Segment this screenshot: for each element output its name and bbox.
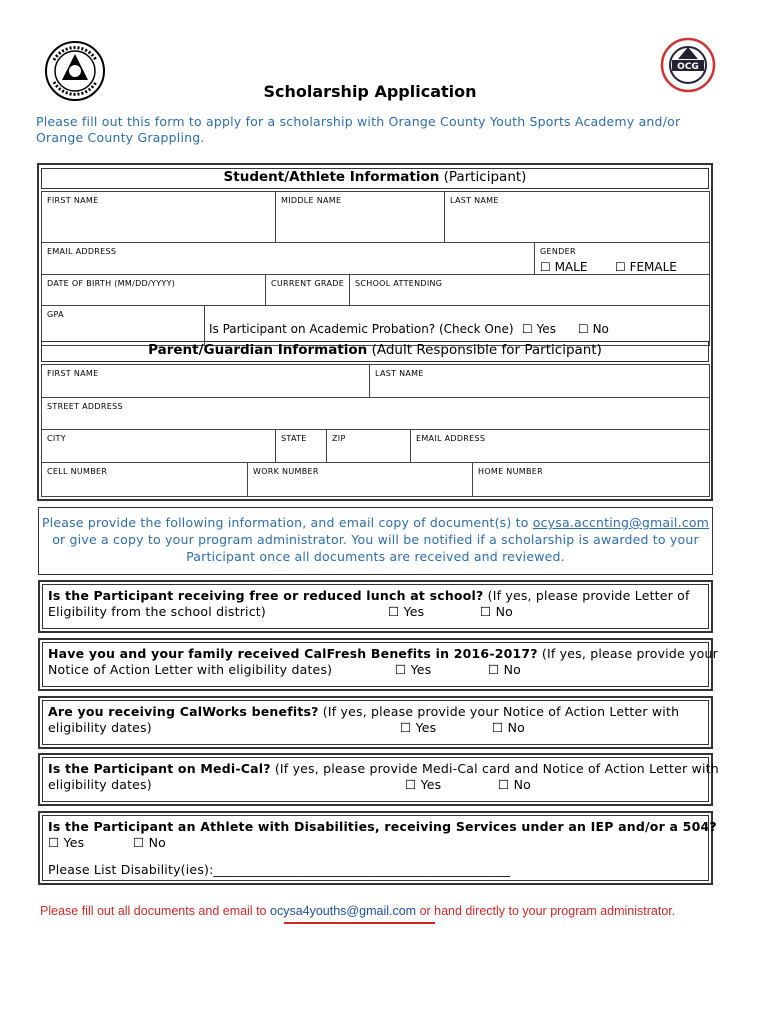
page-title: Scholarship Application bbox=[263, 82, 477, 101]
student-dob-field[interactable]: DATE OF BIRTH (MM/DD/YYYY) bbox=[42, 275, 266, 306]
parent-zip-field[interactable]: ZIP bbox=[327, 430, 411, 463]
calworks-no-checkbox[interactable]: ☐ No bbox=[492, 720, 525, 735]
disabilities-no-checkbox[interactable]: ☐ No bbox=[133, 835, 166, 850]
gender-male-checkbox[interactable]: ☐ MALE bbox=[540, 260, 588, 274]
student-first-name-field[interactable]: FIRST NAME bbox=[42, 192, 276, 243]
question-medi-cal: Is the Participant on Medi-Cal? (If yes, please provide Medi-Cal card and Notice of Action Letter with eligibility dates) ☐ Yes ☐ No bbox=[38, 753, 713, 806]
student-heading: Student/Athlete Information bbox=[223, 169, 440, 185]
student-email-field[interactable]: EMAIL ADDRESS bbox=[42, 243, 535, 275]
parent-heading-sub: (Adult Responsible for Participant) bbox=[367, 342, 602, 358]
probation-yes-checkbox[interactable]: ☐ Yes bbox=[522, 322, 556, 336]
student-fields bbox=[41, 191, 710, 346]
student-gpa-field[interactable]: GPA bbox=[42, 306, 205, 345]
footer-instructions: Please fill out all documents and email to ocysa4youths@gmail.com or hand directly to your program administrator. bbox=[40, 904, 676, 918]
parent-home-field[interactable]: HOME NUMBER bbox=[478, 467, 543, 476]
parent-fields bbox=[41, 364, 710, 497]
student-last-name-field[interactable]: LAST NAME bbox=[445, 192, 710, 243]
intro-text: Please fill out this form to apply for a scholarship with Orange County Youth Sports Academy and/or Orange County Grappling. bbox=[36, 114, 681, 145]
email-underline bbox=[284, 922, 435, 924]
parent-work-field[interactable]: WORK NUMBER bbox=[248, 463, 473, 496]
free-lunch-yes-checkbox[interactable]: ☐ Yes bbox=[388, 604, 425, 619]
parent-heading: Parent/Guardian Information bbox=[148, 342, 368, 358]
question-calfresh: Have you and your family received CalFresh Benefits in 2016-2017? (If yes, please provide your Notice of Action Letter with eligibility dates) ☐ Yes ☐ No bbox=[38, 638, 713, 691]
question-free-lunch: Is the Participant receiving free or reduced lunch at school? (If yes, please provide Letter of Eligibility from the school district) ☐ Yes ☐ No bbox=[38, 580, 713, 633]
calfresh-yes-checkbox[interactable]: ☐ Yes bbox=[395, 662, 432, 677]
parent-section-header bbox=[41, 341, 709, 362]
parent-city-field[interactable]: CITY bbox=[42, 430, 276, 463]
disabilities-yes-checkbox[interactable]: ☐ Yes bbox=[48, 835, 85, 850]
medi-cal-no-checkbox[interactable]: ☐ No bbox=[498, 777, 531, 792]
parent-last-name-field[interactable]: LAST NAME bbox=[370, 365, 710, 398]
parent-first-name-field[interactable]: FIRST NAME bbox=[42, 365, 370, 398]
probation-question bbox=[205, 306, 710, 345]
documents-notice: Please provide the following information, and email copy of document(s) to ocysa.accnting@gmail.com or give a copy to your program administrator. You will be notified if a scholarship is awarded to your Participant once all documents are received and reviewed. bbox=[38, 507, 713, 575]
parent-street-field[interactable]: STREET ADDRESS bbox=[42, 398, 710, 430]
ocg-logo-text: OCG bbox=[677, 62, 699, 72]
probation-no-checkbox[interactable]: ☐ No bbox=[578, 322, 609, 336]
gender-female-checkbox[interactable]: ☐ FEMALE bbox=[615, 260, 677, 274]
parent-cell-field[interactable]: CELL NUMBER bbox=[42, 463, 248, 496]
parent-email-field[interactable]: EMAIL ADDRESS bbox=[411, 430, 710, 463]
accounting-email-link[interactable]: ocysa.accnting@gmail.com bbox=[532, 515, 710, 530]
student-middle-name-field[interactable]: MIDDLE NAME bbox=[276, 192, 445, 243]
youths-email-link[interactable]: ocysa4youths@gmail.com bbox=[270, 904, 417, 918]
student-heading-sub: (Participant) bbox=[439, 169, 527, 185]
medi-cal-yes-checkbox[interactable]: ☐ Yes bbox=[405, 777, 442, 792]
calfresh-no-checkbox[interactable]: ☐ No bbox=[488, 662, 521, 677]
calworks-yes-checkbox[interactable]: ☐ Yes bbox=[400, 720, 437, 735]
student-school-field[interactable]: SCHOOL ATTENDING bbox=[350, 275, 710, 306]
student-gender-field: GENDER ☐ MALE ☐ FEMALE bbox=[535, 243, 710, 275]
student-grade-field[interactable]: CURRENT GRADE bbox=[266, 275, 350, 306]
question-calworks: Are you receiving CalWorks benefits? (If yes, please provide your Notice of Action Letter with eligibility dates) ☐ Yes ☐ No bbox=[38, 696, 713, 749]
probation-label: Is Participant on Academic Probation? (Check One) bbox=[209, 322, 514, 336]
question-disabilities: Is the Participant an Athlete with Disabilities, receiving Services under an IEP and/or a 504? ☐ Yes ☐ No Please List Disability(ies):______________________________________________ bbox=[38, 811, 713, 885]
student-section-header bbox=[41, 168, 709, 189]
disability-list-field[interactable]: Please List Disability(ies):______________________________________________ bbox=[48, 862, 511, 877]
parent-state-field[interactable]: STATE bbox=[276, 430, 327, 463]
free-lunch-no-checkbox[interactable]: ☐ No bbox=[480, 604, 513, 619]
